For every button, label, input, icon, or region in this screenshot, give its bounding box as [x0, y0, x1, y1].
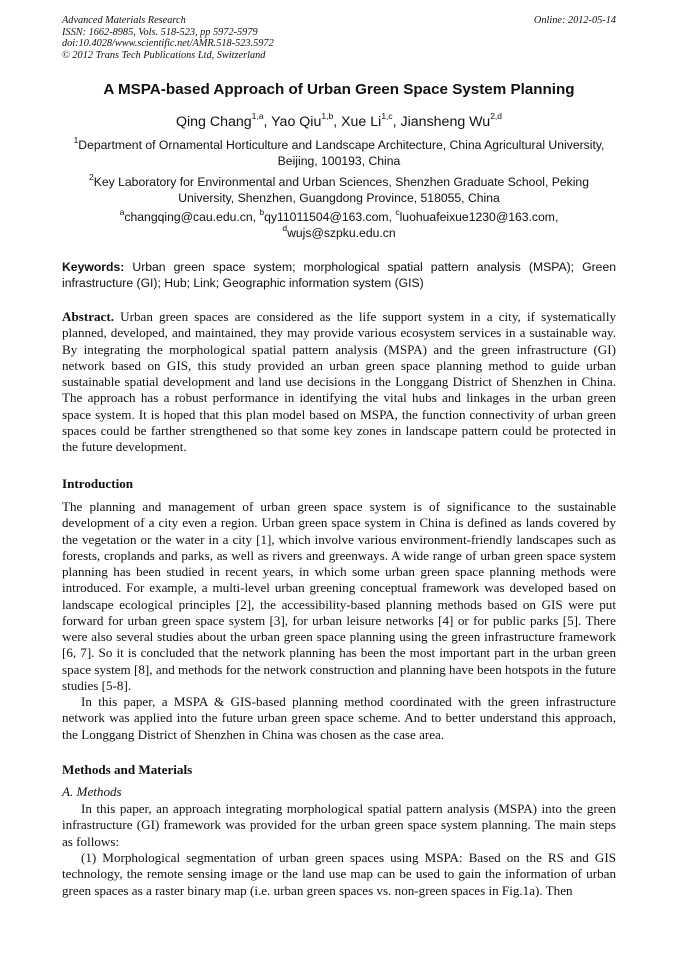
journal-header — [62, 15, 616, 61]
author-affiliation-mark: 1,a — [251, 111, 264, 122]
keywords-label: Keywords: — [62, 260, 125, 274]
email-address[interactable]: qy11011504@163.com, — [264, 210, 396, 224]
author-separator: , — [392, 114, 401, 130]
email-address[interactable]: luohuafeixue1230@163.com, — [399, 210, 559, 224]
introduction-paragraph-1: The planning and management of urban green space system is of significance to the sustainable development of a city even a region. Urban green space system in China is defined as lands covered by the vegetation or the water in a city [1], which involve various environment-friendly landscapes such as forests, croplands and parks, as well as rivers and greenways. A wide range of urban green space system planning has been studied in recent years, in which some urban green space planning methods were introduced. For example, a multi-level urban greening conceptual framework was developed based on landscape ecological principles [2], the accessibility-based planning methods based on GIS were put forward for urban green space system [3], for urban leisure networks [4] or for public parks [5]. There were also several studies about the urban green space planning using the green infrastructure framework [6, 7]. So it is concluded that the network planning has been the most important part in the urban green space system [8], and methods for the network construction and planning have been hotspots in the future studies [5-8]. — [62, 499, 616, 693]
author-name: Qing Chang — [175, 114, 252, 130]
section-heading-introduction: Introduction — [62, 476, 134, 491]
issn-line: ISSN: 1662-8985, Vols. 518-523, pp 5972-5979 — [62, 26, 258, 38]
subsection-heading-methods: A. Methods — [62, 784, 122, 799]
paper-title: A MSPA-based Approach of Urban Green Space System Planning — [103, 81, 575, 98]
affiliation-mark: 2 — [89, 171, 94, 182]
methods-paragraph-2: (1) Morphological segmentation of urban green spaces using MSPA: Based on the RS and GIS technology, the remote sensing image or the land use map can be used to gain the information of urban green spaces as a raster binary map (i.e. urban green spaces vs. non-green spaces in Fig.1a). Then — [62, 850, 616, 898]
affiliation-text: Department of Ornamental Horticulture and Landscape Architecture, China Agricultural University, Beijing, 100193, China — [78, 138, 605, 169]
abstract — [62, 309, 616, 455]
email-address[interactable]: changqing@cau.edu.cn, — [124, 210, 260, 224]
journal-name: Advanced Materials Research — [62, 15, 186, 26]
author-separator: , — [333, 114, 342, 130]
author-list — [62, 111, 616, 130]
online-date: Online: 2012-05-14 — [533, 15, 616, 26]
affiliation-mark: 1 — [73, 134, 79, 145]
author-separator: , — [263, 114, 272, 130]
author-name: Yao Qiu — [271, 114, 322, 130]
email-mark: c — [395, 206, 400, 217]
introduction-paragraph-2: In this paper, a MSPA & GIS-based planning method coordinated with the green infrastructure network was applied into the future urban green space scheme. And to better understand this approach, the Longgang District of Shenzhen in China was chosen as the case area. — [62, 694, 616, 742]
affiliation-1 — [62, 134, 616, 170]
author-affiliation-mark: 1,c — [381, 111, 393, 122]
email-mark: d — [282, 223, 288, 234]
copyright-line: © 2012 Trans Tech Publications Ltd, Switzerland — [62, 49, 266, 61]
abstract-text: Urban green spaces are considered as the life support system in a city, if systematically planned, developed, and maintained, they may provide various ecosystem services in a sustainable way. By integrating the morphological spatial pattern analysis (MSPA) and the green infrastructure (GI) network based on GIS, this study provided an urban green space planning method to guide urban sustainable spatial development and land use decisions in the Longgang District of Shenzhen in China. The approach has a robust performance in identifying the vital hubs and linkages in the urban green space system. It is hoped that this plan model based on MSPA, the function connectivity of urban green spaces could be farther strengthened so that some key zones in landscape pattern could be protected in the future development. — [62, 309, 616, 454]
author-name: Xue Li — [341, 114, 382, 130]
email-mark: b — [259, 206, 265, 217]
abstract-label: Abstract. — [62, 309, 114, 324]
affiliation-text: Key Laboratory for Environmental and Urban Sciences, Shenzhen Graduate School, Peking University, Shenzhen, Guangdong Province, 518055, China — [93, 175, 589, 206]
section-heading-methods: Methods and Materials — [62, 762, 193, 777]
email-mark: a — [119, 206, 125, 217]
author-affiliation-mark: 2,d — [490, 111, 503, 122]
author-name: Jiansheng Wu — [400, 114, 491, 130]
keywords-text: Urban green space system; morphological spatial pattern analysis (MSPA); Green infrastructure (GI); Hub; Link; Geographic information system (GIS) — [62, 260, 616, 290]
methods-paragraph-1: In this paper, an approach integrating morphological spatial pattern analysis (MSPA) into the green infrastructure (GI) framework was provided for the urban green space system planning. The main steps as follows: — [62, 801, 616, 849]
keywords — [62, 260, 616, 291]
email-address[interactable]: wujs@szpku.edu.cn — [287, 226, 396, 241]
author-affiliation-mark: 1,b — [321, 111, 334, 122]
doi-line[interactable]: doi:10.4028/www.scientific.net/AMR.518-523.5972 — [62, 38, 274, 50]
affiliation-2 — [62, 171, 616, 207]
email-list — [62, 206, 616, 242]
